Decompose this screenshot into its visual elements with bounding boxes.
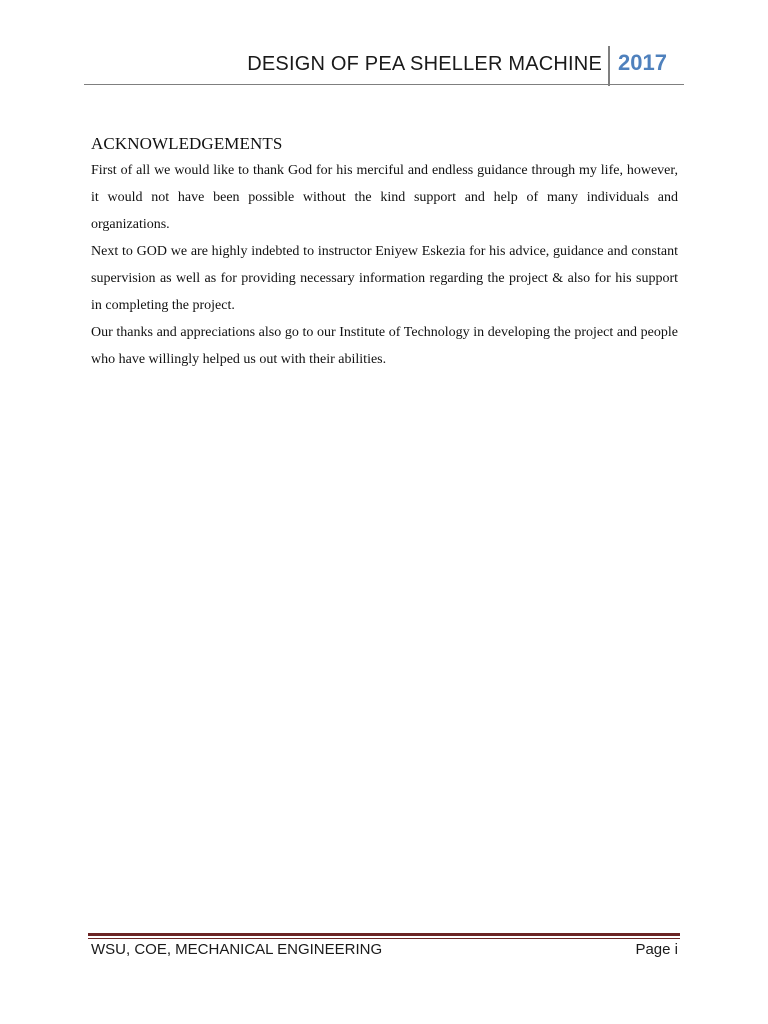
section-heading: ACKNOWLEDGEMENTS xyxy=(91,134,283,153)
footer-department: WSU, COE, MECHANICAL ENGINEERING xyxy=(91,941,383,958)
page-body xyxy=(91,133,678,373)
header-divider xyxy=(608,46,610,86)
paragraph-3: Our thanks and appreciations also go to our Institute of Technology in developing the project and people who have willingly helped us out with their abilities. xyxy=(91,325,678,367)
document-year: 2017 xyxy=(618,50,667,75)
page-header xyxy=(84,44,684,86)
page-number: Page i xyxy=(635,941,678,958)
header-rule xyxy=(84,84,684,85)
footer-rule-thick xyxy=(88,933,680,936)
paragraph-2: Next to GOD we are highly indebted to instructor Eniyew Eskezia for his advice, guidance and constant supervision as well as for providing necessary information regarding the project & also for his support in completing the project. xyxy=(91,244,678,313)
footer-rule-thin xyxy=(88,938,680,939)
document-title: DESIGN OF PEA SHELLER MACHINE xyxy=(247,53,602,75)
paragraph-1: First of all we would like to thank God for his merciful and endless guidance through my life, however, it would not have been possible without the kind support and help of many individuals and organizations. xyxy=(91,163,678,232)
